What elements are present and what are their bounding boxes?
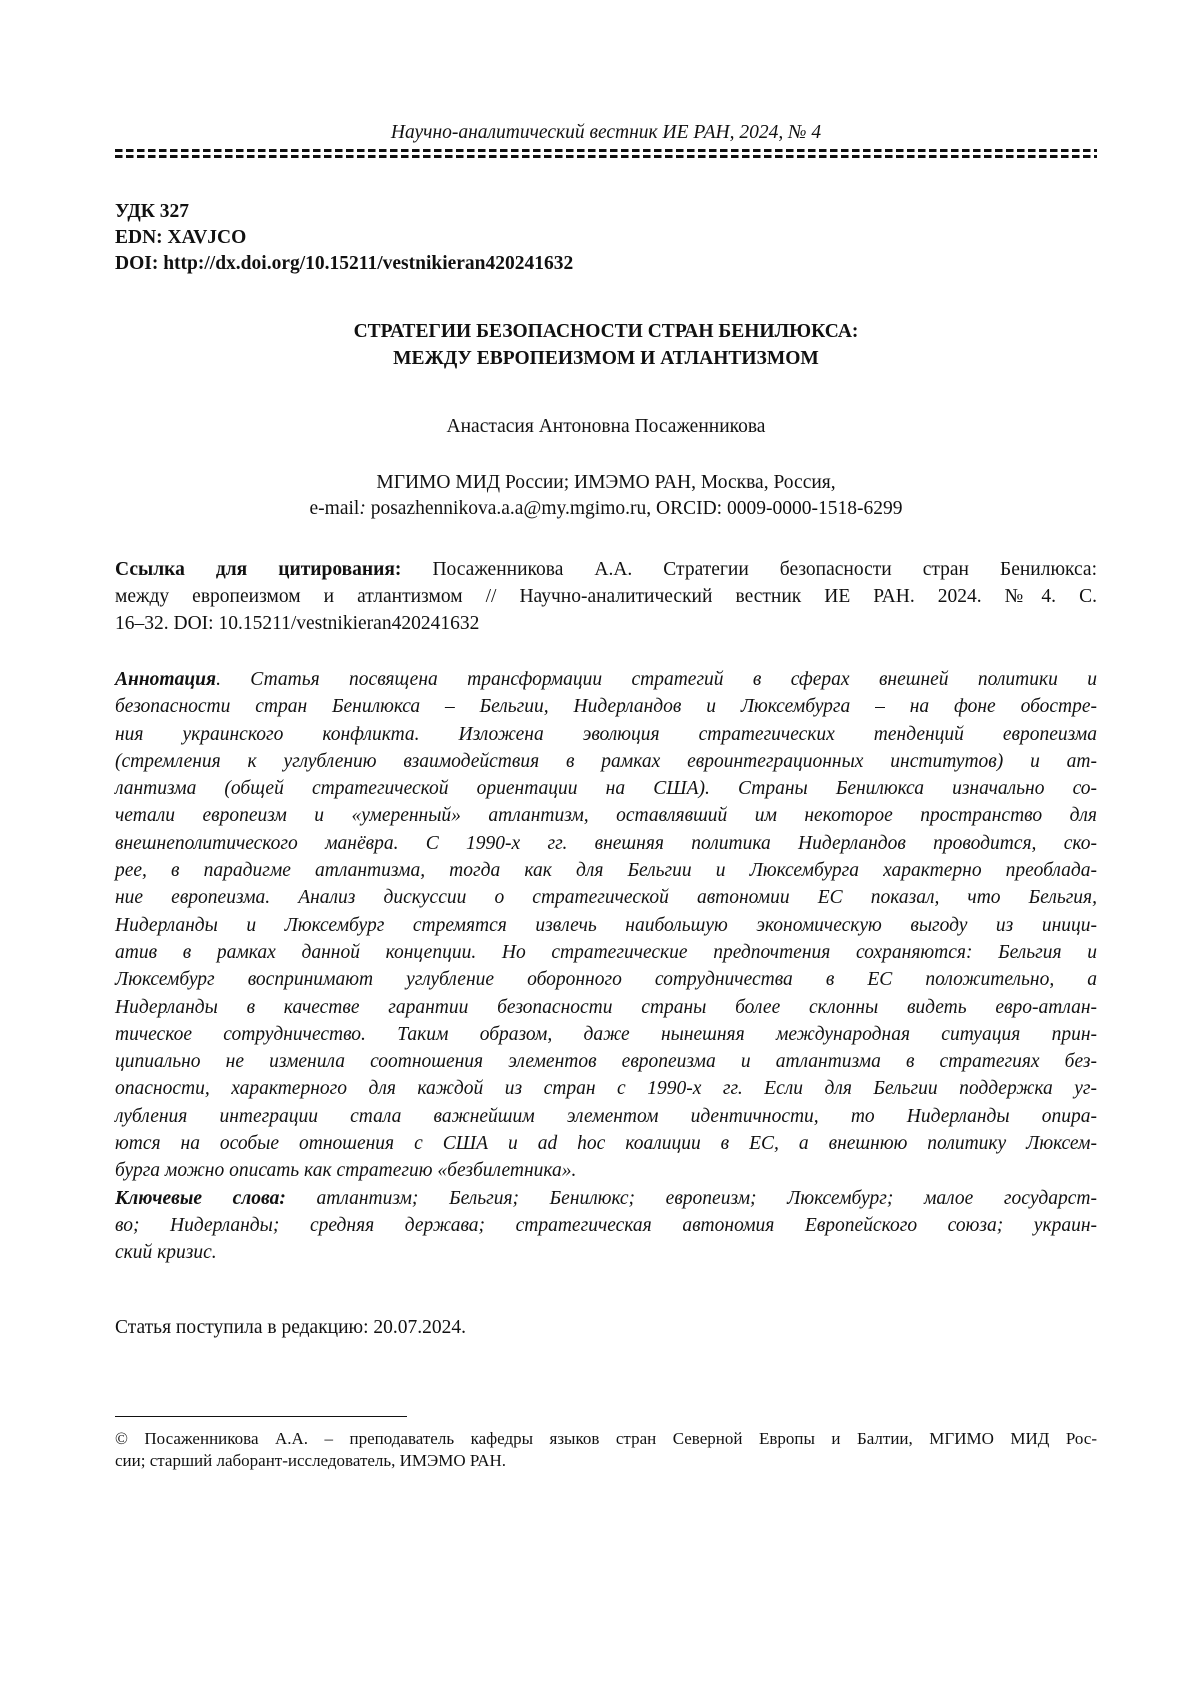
abstract-line: (стремления к углублению взаимодействия в рамках евроинтеграционных институтов) и ат-	[115, 750, 1097, 772]
received-date: Статья поступила в редакцию: 20.07.2024.	[115, 1317, 467, 1338]
article-title-line: МЕЖДУ ЕВРОПЕИЗМОМ И АТЛАНТИЗМОМ	[393, 348, 819, 369]
keywords-line	[115, 1185, 1097, 1212]
abstract-line: ние европеизма. Анализ дискуссии о стратегической автономии ЕС показал, что Бельгия,	[115, 887, 1097, 909]
abstract-line: ются на особые отношения с США и ad hoc коалиции в ЕС, а внешнюю политику Люксем-	[115, 1133, 1097, 1155]
header-double-rule	[115, 149, 1097, 158]
email-label: e-mail	[309, 498, 360, 519]
citation-line: 16–32. DOI: 10.15211/vestnikieran420241632	[115, 613, 480, 634]
abstract-line: тическое сотрудничество. Таким образом, даже нынешняя международная ситуация прин-	[115, 1023, 1097, 1045]
abstract-label: Аннотация	[115, 669, 217, 690]
abstract-line: лантизма (общей стратегической ориентации на США). Страны Бенилюкса изначально со-	[115, 778, 1097, 800]
keywords-text: атлантизм; Бельгия; Бенилюкс; европеизм; Люксембург; малое государст-	[285, 1187, 1098, 1209]
citation-line	[115, 556, 1097, 583]
abstract-line: безопасности стран Бенилюкса – Бельгии, Нидерландов и Люксембурга – на фоне обостре-	[115, 696, 1097, 718]
abstract-line: лубления интеграции стала важнейшим элементом идентичности, то Нидерланды опира-	[115, 1105, 1097, 1127]
article-title-line: СТРАТЕГИИ БЕЗОПАСНОСТИ СТРАН БЕНИЛЮКСА:	[353, 321, 859, 342]
citation-label: Ссылка для цитирования:	[115, 559, 402, 580]
header-rule-line	[115, 149, 1097, 152]
article-page	[115, 0, 1097, 1698]
header-rule-line	[115, 155, 1097, 158]
keywords-label: Ключевые слова:	[115, 1187, 286, 1209]
abstract-text: . Статья посвящена трансформации стратегий в сферах внешней политики и	[216, 669, 1097, 690]
footnote-separator	[115, 1416, 407, 1417]
abstract-line: Нидерланды и Люксембург стремятся извлечь наибольшую экономическую выгоду из иници-	[115, 914, 1097, 936]
author-name: Анастасия Антоновна Посаженникова	[446, 416, 766, 437]
citation-text: Посаженникова А.А. Стратегии безопасности стран Бенилюкса:	[401, 559, 1097, 580]
article-identifiers	[115, 199, 573, 277]
abstract-line: атив в рамках данной концепции. Но стратегические предпочтения сохраняются: Бельгия и	[115, 941, 1097, 963]
citation-line: между европеизмом и атлантизмом // Научно-аналитический вестник ИЕ РАН. 2024. №4. С.	[115, 586, 1097, 607]
doi-link[interactable]: DOI: http://dx.doi.org/10.15211/vestnikieran420241632	[115, 253, 574, 274]
footnote-line: сии; старший лаборант-исследователь, ИМЭМО РАН.	[115, 1451, 506, 1470]
keywords-line: во; Нидерланды; средняя держава; стратегическая автономия Европейского союза; украин-	[115, 1214, 1097, 1236]
affiliation-line: МГИМО МИД России; ИМЭМО РАН, Москва, Россия,	[376, 472, 836, 493]
email-colon: :	[359, 498, 366, 519]
abstract-block	[115, 666, 1097, 1267]
article-title	[115, 318, 1097, 372]
abstract-line: бурга можно описать как стратегию «безбилетника».	[115, 1160, 577, 1182]
abstract-line: ния украинского конфликта. Изложена эволюция стратегических тенденций европеизма	[115, 723, 1097, 745]
udk-code: УДК 327	[115, 201, 190, 222]
abstract-line: Люксембург воспринимают углубление оборонного сотрудничества в ЕС положительно, а	[115, 969, 1097, 991]
edn-code: EDN: XAVJCO	[115, 227, 247, 248]
abstract-line: внешнеполитического манёвра. С 1990-х гг. внешняя политика Нидерландов проводится, ско-	[115, 832, 1097, 854]
author-footnote	[115, 1428, 1097, 1472]
abstract-line: опасности, характерного для каждой из стран с 1990-х гг. Если для Бельгии поддержка уг-	[115, 1078, 1097, 1100]
journal-header: Научно-аналитический вестник ИЕ РАН, 2024, № 4	[390, 122, 822, 143]
author-affiliation	[115, 470, 1097, 522]
footnote-line: © Посаженникова А.А. – преподаватель кафедры языков стран Северной Европы и Балтии, МГИМО МИД Рос-	[115, 1429, 1097, 1448]
abstract-line: ципиально не изменила соотношения элементов европеизма и атлантизма в стратегиях без-	[115, 1051, 1097, 1073]
citation-block	[115, 556, 1097, 637]
abstract-line: рее, в парадигме атлантизма, тогда как для Бельгии и Люксембурга характерно преоблада-	[115, 860, 1097, 882]
email-orcid[interactable]: posazhennikova.a.a@my.mgimo.ru, ORCID: 0009-0000-1518-6299	[365, 498, 903, 519]
contact-line	[115, 496, 1097, 522]
keywords-line: ский кризис.	[115, 1242, 217, 1264]
abstract-line: четали европеизм и «умеренный» атлантизм, оставлявший им некоторое пространство для	[115, 805, 1097, 827]
abstract-line: Нидерланды в качестве гарантии безопасности страны более склонны видеть евро-атлан-	[115, 996, 1097, 1018]
abstract-line	[115, 666, 1097, 693]
